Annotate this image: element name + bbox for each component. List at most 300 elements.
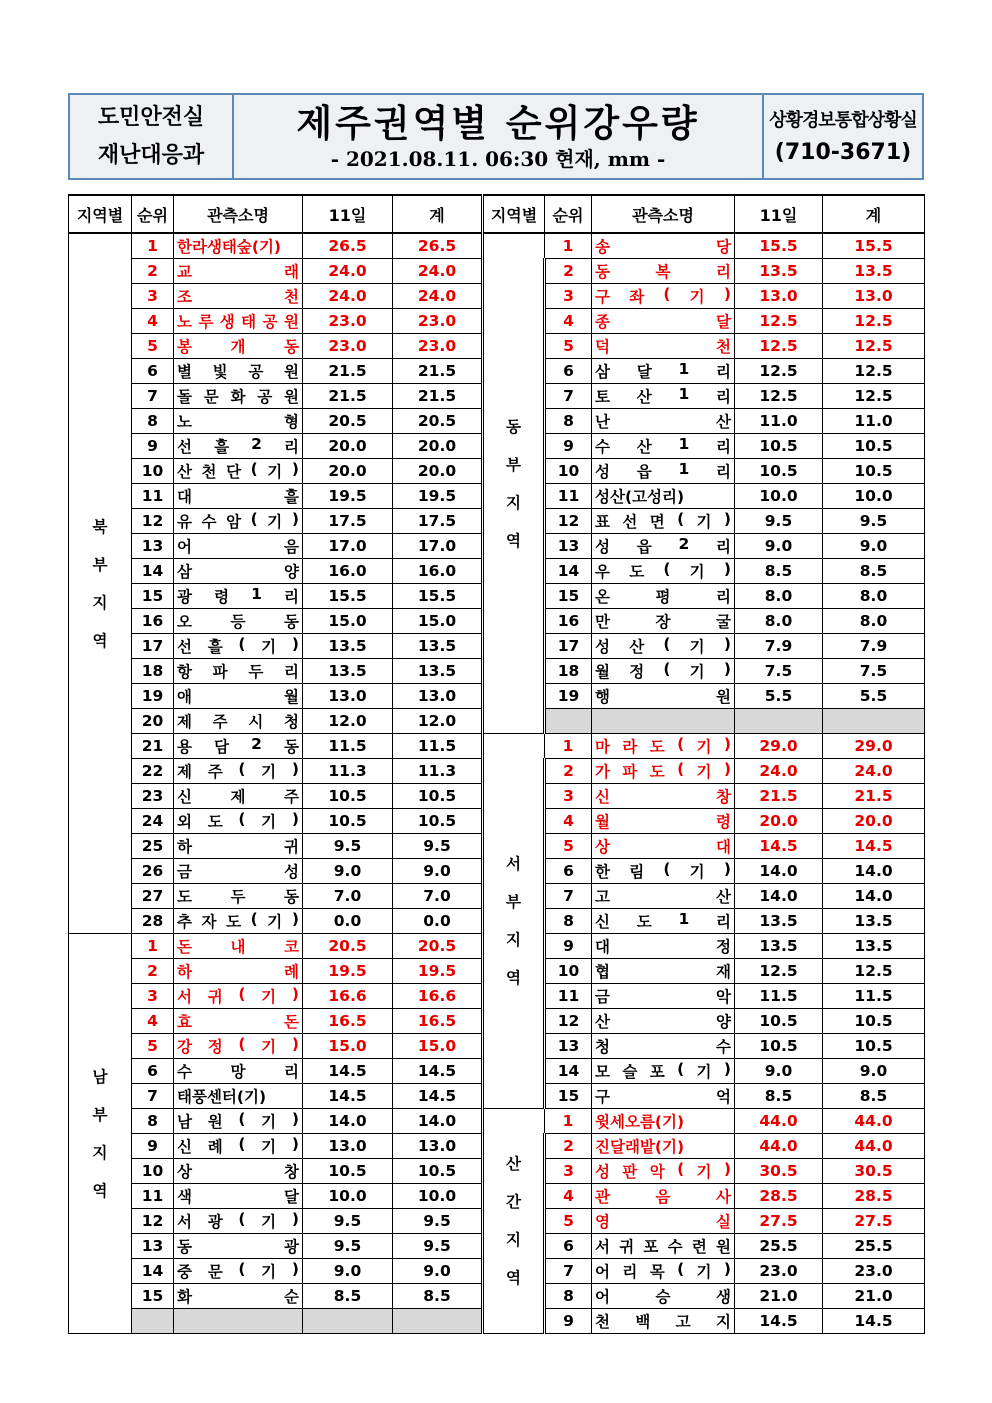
station-name-cell <box>174 734 303 759</box>
station-name-cell <box>174 1234 303 1259</box>
rank-cell: 19 <box>545 684 592 709</box>
day-rain-cell: 21.5 <box>303 359 393 384</box>
col-rank: 순위 <box>545 195 592 233</box>
station-name-cell <box>174 459 303 484</box>
total-rain-cell: 17.0 <box>393 534 483 559</box>
rainfall-table <box>68 194 925 1334</box>
station-name-cell <box>592 409 735 434</box>
station-name-cell <box>592 634 735 659</box>
rank-cell: 13 <box>545 1034 592 1059</box>
station-name-cell <box>174 309 303 334</box>
rank-cell: 14 <box>132 1259 174 1284</box>
station-name: 강 정 ( 기 ) <box>177 1035 299 1056</box>
rank-cell: 3 <box>545 284 592 309</box>
table-row <box>69 1109 925 1134</box>
station-name: 노 형 <box>177 413 299 431</box>
rank-cell: 7 <box>545 384 592 409</box>
station-name: 동 광 <box>177 1238 299 1256</box>
station-name-cell <box>174 409 303 434</box>
station-name-cell <box>174 233 303 259</box>
day-rain-cell: 15.5 <box>303 584 393 609</box>
station-name-cell <box>174 1134 303 1159</box>
day-rain-cell: 9.5 <box>303 1209 393 1234</box>
day-rain-cell: 13.5 <box>303 659 393 684</box>
total-rain-cell: 5.5 <box>823 684 925 709</box>
total-rain-cell: 12.5 <box>823 959 925 984</box>
day-rain-cell: 5.5 <box>735 684 823 709</box>
day-rain-cell: 8.0 <box>735 584 823 609</box>
total-rain-cell: 10.0 <box>393 1184 483 1209</box>
day-rain-cell: 13.5 <box>735 909 823 934</box>
station-name: 남 원 ( 기 ) <box>177 1110 299 1131</box>
rank-cell: 10 <box>545 959 592 984</box>
rank-cell: 1 <box>132 233 174 259</box>
total-rain-cell: 14.5 <box>393 1084 483 1109</box>
day-rain-cell: 26.5 <box>303 233 393 259</box>
rank-cell: 12 <box>132 1209 174 1234</box>
total-rain-cell: 21.0 <box>823 1284 925 1309</box>
station-name: 서 귀 포 수 련 원 <box>595 1238 731 1256</box>
day-rain-cell: 12.5 <box>735 334 823 359</box>
station-name: 구 억 <box>595 1088 731 1106</box>
total-rain-cell: 7.5 <box>823 659 925 684</box>
rank-cell: 13 <box>545 534 592 559</box>
station-name-cell <box>174 1209 303 1234</box>
day-rain-cell: 11.0 <box>735 409 823 434</box>
rank-cell: 8 <box>545 409 592 434</box>
station-name-cell <box>174 484 303 509</box>
station-name: 제 주 시 청 <box>177 713 299 731</box>
day-rain-cell: 20.5 <box>303 409 393 434</box>
station-name-cell <box>592 959 735 984</box>
station-name: 고 산 <box>595 888 731 906</box>
station-name: 삼 달 1 리 <box>595 360 731 381</box>
station-name-cell <box>174 784 303 809</box>
station-name: 노 루 생 태 공 원 <box>177 313 299 331</box>
station-name-cell <box>592 259 735 284</box>
day-rain-cell: 14.5 <box>303 1084 393 1109</box>
total-rain-cell: 9.5 <box>823 509 925 534</box>
rank-cell: 9 <box>545 1309 592 1334</box>
station-name: 가 파 도 ( 기 ) <box>595 760 731 781</box>
rank-cell: 18 <box>132 659 174 684</box>
day-rain-cell <box>735 709 823 734</box>
total-rain-cell: 14.5 <box>823 834 925 859</box>
department-line2: 재난대응과 <box>97 142 205 168</box>
station-name-cell <box>592 1059 735 1084</box>
station-name-cell <box>592 1234 735 1259</box>
station-name: 성 산 ( 기 ) <box>595 635 731 656</box>
rank-cell: 1 <box>545 233 592 259</box>
rank-cell: 9 <box>545 434 592 459</box>
station-name: 하 례 <box>177 963 299 981</box>
rank-cell: 10 <box>545 459 592 484</box>
station-name-cell <box>592 284 735 309</box>
station-name: 윗세오름(기) <box>595 1113 685 1131</box>
station-name: 태풍센터(기) <box>177 1088 267 1106</box>
total-rain-cell: 21.5 <box>823 784 925 809</box>
total-rain-cell: 23.0 <box>393 334 483 359</box>
station-name: 신 도 1 리 <box>595 910 731 931</box>
total-rain-cell: 0.0 <box>393 909 483 934</box>
station-name-cell <box>592 834 735 859</box>
total-rain-cell: 15.5 <box>393 584 483 609</box>
region-label: 산 간 지 역 <box>483 1109 545 1334</box>
rank-cell: 6 <box>132 1059 174 1084</box>
total-rain-cell: 9.5 <box>393 1234 483 1259</box>
station-name-cell <box>174 534 303 559</box>
rank-cell: 8 <box>132 409 174 434</box>
station-name-cell <box>174 634 303 659</box>
station-name: 협 재 <box>595 963 731 981</box>
total-rain-cell: 8.0 <box>823 609 925 634</box>
day-rain-cell: 13.0 <box>303 684 393 709</box>
day-rain-cell: 20.0 <box>735 809 823 834</box>
station-name-cell <box>174 1084 303 1109</box>
rank-cell: 1 <box>545 734 592 759</box>
total-rain-cell: 13.5 <box>393 634 483 659</box>
total-rain-cell: 8.5 <box>823 559 925 584</box>
title-box <box>234 95 762 178</box>
total-rain-cell: 9.0 <box>393 1259 483 1284</box>
rank-cell: 7 <box>545 884 592 909</box>
region-label: 북 부 지 역 <box>69 233 132 934</box>
station-name: 우 도 ( 기 ) <box>595 560 731 581</box>
station-name: 송 당 <box>595 238 731 256</box>
day-rain-cell: 9.5 <box>735 509 823 534</box>
total-rain-cell: 10.5 <box>393 784 483 809</box>
day-rain-cell: 9.5 <box>303 834 393 859</box>
station-name-cell <box>592 909 735 934</box>
station-name: 종 달 <box>595 313 731 331</box>
table-row <box>69 734 925 759</box>
station-name: 제 주 ( 기 ) <box>177 760 299 781</box>
station-name-cell <box>592 884 735 909</box>
total-rain-cell: 8.0 <box>823 584 925 609</box>
total-rain-cell: 16.5 <box>393 1009 483 1034</box>
day-rain-cell: 16.0 <box>303 559 393 584</box>
total-rain-cell: 16.0 <box>393 559 483 584</box>
day-rain-cell: 15.5 <box>735 233 823 259</box>
day-rain-cell: 7.9 <box>735 634 823 659</box>
station-name-cell <box>592 859 735 884</box>
station-name-cell <box>174 1034 303 1059</box>
day-rain-cell: 9.0 <box>303 1259 393 1284</box>
rank-cell: 1 <box>132 934 174 959</box>
station-name: 대 흘 <box>177 488 299 506</box>
col-rank: 순위 <box>132 195 174 233</box>
rank-cell: 7 <box>545 1259 592 1284</box>
rank-cell: 5 <box>132 334 174 359</box>
col-total: 계 <box>393 195 483 233</box>
rank-cell: 4 <box>132 309 174 334</box>
rank-cell: 7 <box>132 1084 174 1109</box>
station-name-cell <box>592 709 735 734</box>
day-rain-cell: 8.5 <box>303 1284 393 1309</box>
station-name: 금 악 <box>595 988 731 1006</box>
station-name: 오 등 동 <box>177 613 299 631</box>
station-name-cell <box>592 759 735 784</box>
station-name: 성 읍 1 리 <box>595 460 731 481</box>
total-rain-cell: 13.5 <box>393 659 483 684</box>
rank-cell: 27 <box>132 884 174 909</box>
day-rain-cell: 8.0 <box>735 609 823 634</box>
day-rain-cell: 9.5 <box>303 1234 393 1259</box>
total-rain-cell: 12.5 <box>823 334 925 359</box>
station-name: 마 라 도 ( 기 ) <box>595 735 731 756</box>
total-rain-cell: 9.0 <box>393 859 483 884</box>
station-name: 천 백 고 지 <box>595 1313 731 1331</box>
station-name-cell <box>174 1009 303 1034</box>
day-rain-cell: 14.0 <box>735 859 823 884</box>
rank-cell: 25 <box>132 834 174 859</box>
rank-cell: 9 <box>545 934 592 959</box>
rank-cell: 10 <box>132 1159 174 1184</box>
office-box <box>762 95 922 178</box>
total-rain-cell: 12.5 <box>823 309 925 334</box>
rank-cell: 5 <box>545 334 592 359</box>
station-name-cell <box>592 233 735 259</box>
day-rain-cell: 13.0 <box>735 284 823 309</box>
station-name-cell <box>174 334 303 359</box>
station-name: 애 월 <box>177 688 299 706</box>
total-rain-cell: 7.0 <box>393 884 483 909</box>
total-rain-cell: 7.9 <box>823 634 925 659</box>
station-name: 외 도 ( 기 ) <box>177 810 299 831</box>
total-rain-cell: 9.5 <box>393 834 483 859</box>
day-rain-cell: 11.3 <box>303 759 393 784</box>
rank-cell: 2 <box>132 959 174 984</box>
rank-cell: 13 <box>132 1234 174 1259</box>
station-name-cell <box>174 884 303 909</box>
col-station: 관측소명 <box>592 195 735 233</box>
station-name-cell <box>592 734 735 759</box>
rank-cell: 8 <box>132 1109 174 1134</box>
total-rain-cell: 11.3 <box>393 759 483 784</box>
day-rain-cell: 14.5 <box>735 834 823 859</box>
col-region: 지역별 <box>69 195 132 233</box>
station-name-cell <box>174 359 303 384</box>
total-rain-cell: 10.5 <box>823 1009 925 1034</box>
rank-cell: 3 <box>132 984 174 1009</box>
rank-cell: 28 <box>132 909 174 934</box>
total-rain-cell: 12.5 <box>823 384 925 409</box>
station-name-cell <box>592 1284 735 1309</box>
rank-cell: 4 <box>545 809 592 834</box>
total-rain-cell: 10.5 <box>823 434 925 459</box>
rank-cell: 3 <box>545 784 592 809</box>
total-rain-cell: 25.5 <box>823 1234 925 1259</box>
total-rain-cell: 13.0 <box>393 1134 483 1159</box>
station-name-cell <box>592 1184 735 1209</box>
station-name: 상 대 <box>595 838 731 856</box>
day-rain-cell: 12.5 <box>735 359 823 384</box>
station-name: 중 문 ( 기 ) <box>177 1260 299 1281</box>
total-rain-cell: 19.5 <box>393 484 483 509</box>
station-name-cell <box>592 1109 735 1134</box>
rank-cell: 15 <box>132 1284 174 1309</box>
day-rain-cell: 44.0 <box>735 1134 823 1159</box>
station-name: 신 창 <box>595 788 731 806</box>
station-name-cell <box>174 509 303 534</box>
rank-cell: 6 <box>132 359 174 384</box>
day-rain-cell: 12.5 <box>735 959 823 984</box>
station-name: 성산(고성리) <box>595 488 685 506</box>
station-name-cell <box>592 609 735 634</box>
day-rain-cell: 24.0 <box>303 284 393 309</box>
station-name: 월 정 ( 기 ) <box>595 660 731 681</box>
station-name: 광 령 1 리 <box>177 585 299 606</box>
station-name-cell <box>592 1034 735 1059</box>
day-rain-cell: 23.0 <box>735 1259 823 1284</box>
rank-cell: 14 <box>545 1059 592 1084</box>
station-name-cell <box>174 934 303 959</box>
total-rain-cell: 8.5 <box>823 1084 925 1109</box>
day-rain-cell: 16.5 <box>303 1009 393 1034</box>
day-rain-cell: 20.0 <box>303 459 393 484</box>
station-name: 성 읍 2 리 <box>595 535 731 556</box>
rank-cell: 11 <box>545 984 592 1009</box>
rank-cell: 4 <box>132 1009 174 1034</box>
station-name: 관 음 사 <box>595 1188 731 1206</box>
rank-cell: 5 <box>132 1034 174 1059</box>
office-name: 상황경보통합상황실 <box>769 109 917 131</box>
station-name-cell <box>592 359 735 384</box>
total-rain-cell: 14.5 <box>823 1309 925 1334</box>
station-name: 한 림 ( 기 ) <box>595 860 731 881</box>
rank-cell: 11 <box>545 484 592 509</box>
station-name: 신 례 ( 기 ) <box>177 1135 299 1156</box>
total-rain-cell: 16.6 <box>393 984 483 1009</box>
station-name-cell <box>174 584 303 609</box>
day-rain-cell: 13.0 <box>303 1134 393 1159</box>
rank-cell: 5 <box>545 834 592 859</box>
day-rain-cell: 15.0 <box>303 609 393 634</box>
station-name-cell <box>174 609 303 634</box>
station-name: 청 수 <box>595 1038 731 1056</box>
page-subtitle: - 2021.08.11. 06:30 현재, mm - <box>330 146 666 171</box>
rank-cell: 7 <box>132 384 174 409</box>
total-rain-cell: 21.5 <box>393 384 483 409</box>
day-rain-cell: 14.5 <box>303 1059 393 1084</box>
day-rain-cell: 20.0 <box>303 434 393 459</box>
station-name: 난 산 <box>595 413 731 431</box>
day-rain-cell: 8.5 <box>735 559 823 584</box>
total-rain-cell: 13.0 <box>393 684 483 709</box>
station-name-cell <box>174 834 303 859</box>
station-name-cell <box>592 309 735 334</box>
total-rain-cell: 27.5 <box>823 1209 925 1234</box>
day-rain-cell: 10.5 <box>735 434 823 459</box>
station-name-cell <box>174 1184 303 1209</box>
station-name-cell <box>592 659 735 684</box>
total-rain-cell: 30.5 <box>823 1159 925 1184</box>
total-rain-cell: 13.5 <box>823 259 925 284</box>
total-rain-cell <box>823 709 925 734</box>
total-rain-cell: 20.5 <box>393 409 483 434</box>
rank-cell: 21 <box>132 734 174 759</box>
rank-cell: 5 <box>545 1209 592 1234</box>
station-name: 산 양 <box>595 1013 731 1031</box>
station-name: 추 자 도 ( 기 ) <box>177 910 299 931</box>
total-rain-cell <box>393 1309 483 1334</box>
station-name: 효 돈 <box>177 1013 299 1031</box>
day-rain-cell: 7.0 <box>303 884 393 909</box>
station-name: 수 산 1 리 <box>595 435 731 456</box>
report-header <box>68 93 924 180</box>
day-rain-cell: 16.6 <box>303 984 393 1009</box>
total-rain-cell: 10.5 <box>823 1034 925 1059</box>
col-day: 11일 <box>303 195 393 233</box>
total-rain-cell: 11.0 <box>823 409 925 434</box>
station-name: 토 산 1 리 <box>595 385 731 406</box>
station-name: 덕 천 <box>595 338 731 356</box>
station-name: 서 귀 ( 기 ) <box>177 985 299 1006</box>
day-rain-cell: 14.0 <box>735 884 823 909</box>
rank-cell: 4 <box>545 1184 592 1209</box>
day-rain-cell: 10.5 <box>303 784 393 809</box>
day-rain-cell: 13.5 <box>735 934 823 959</box>
col-station: 관측소명 <box>174 195 303 233</box>
total-rain-cell: 24.0 <box>823 759 925 784</box>
rank-cell: 15 <box>545 1084 592 1109</box>
total-rain-cell: 15.0 <box>393 1034 483 1059</box>
rank-cell: 22 <box>132 759 174 784</box>
day-rain-cell: 20.5 <box>303 934 393 959</box>
station-name-cell <box>592 434 735 459</box>
total-rain-cell: 14.0 <box>823 859 925 884</box>
station-name-cell <box>174 659 303 684</box>
total-rain-cell: 13.0 <box>823 284 925 309</box>
station-name: 한라생태숲(기) <box>177 238 282 256</box>
station-name: 표 선 면 ( 기 ) <box>595 510 731 531</box>
rank-cell: 4 <box>545 309 592 334</box>
station-name: 항 파 두 리 <box>177 663 299 681</box>
rank-cell: 9 <box>132 1134 174 1159</box>
total-rain-cell: 26.5 <box>393 233 483 259</box>
office-phone: (710-3671) <box>774 139 912 165</box>
rank-cell: 16 <box>132 609 174 634</box>
station-name: 삼 양 <box>177 563 299 581</box>
station-name-cell <box>592 559 735 584</box>
day-rain-cell: 13.5 <box>735 259 823 284</box>
station-name-cell <box>174 284 303 309</box>
department-line1: 도민안전실 <box>97 104 205 130</box>
station-name: 도 두 동 <box>177 888 299 906</box>
day-rain-cell: 0.0 <box>303 909 393 934</box>
rank-cell: 2 <box>545 259 592 284</box>
station-name-cell <box>174 809 303 834</box>
total-rain-cell: 24.0 <box>393 259 483 284</box>
day-rain-cell: 23.0 <box>303 334 393 359</box>
rank-cell: 14 <box>545 559 592 584</box>
total-rain-cell: 23.0 <box>823 1259 925 1284</box>
total-rain-cell: 20.0 <box>393 459 483 484</box>
station-name-cell <box>592 384 735 409</box>
day-rain-cell: 21.5 <box>303 384 393 409</box>
day-rain-cell: 10.5 <box>303 1159 393 1184</box>
station-name: 동 복 리 <box>595 263 731 281</box>
station-name-cell <box>174 1159 303 1184</box>
station-name: 구 좌 ( 기 ) <box>595 285 731 306</box>
station-name-cell <box>592 1134 735 1159</box>
day-rain-cell: 11.5 <box>303 734 393 759</box>
rank-cell: 6 <box>545 359 592 384</box>
total-rain-cell: 12.5 <box>823 359 925 384</box>
station-name: 봉 개 동 <box>177 338 299 356</box>
station-name-cell <box>174 709 303 734</box>
station-name: 선 흘 2 리 <box>177 435 299 456</box>
